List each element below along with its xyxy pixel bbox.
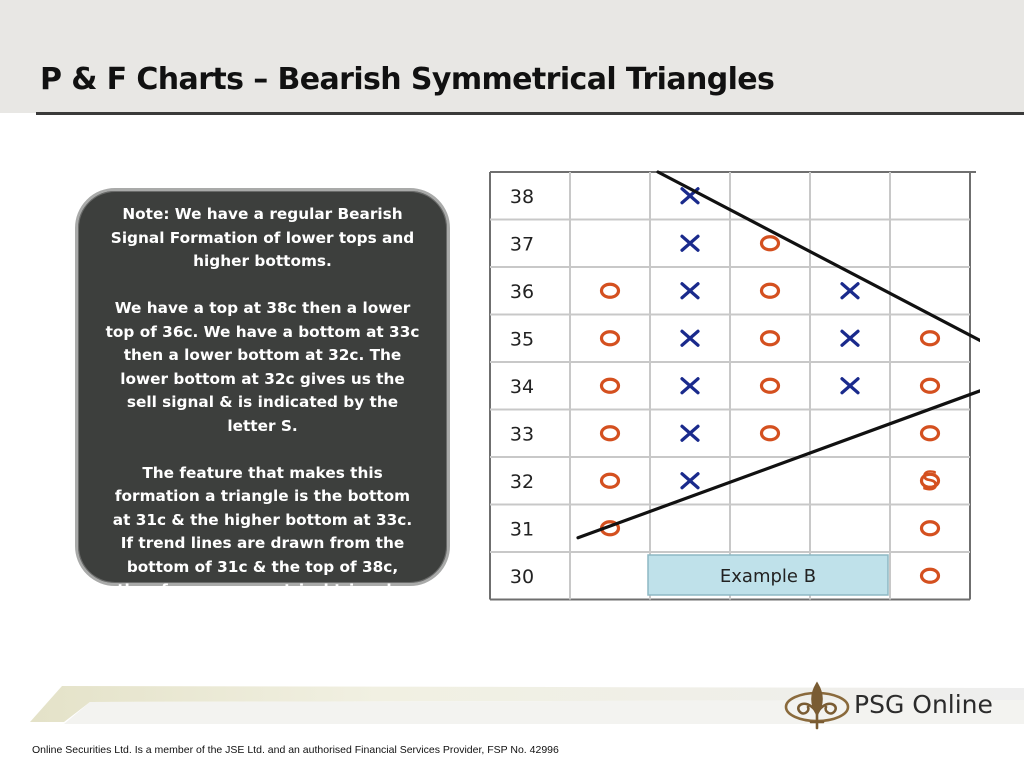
- note-paragraph-1: Note: We have a regular Bearish Signal Formation of lower tops and higher bottoms.: [110, 205, 415, 270]
- price-label: 35: [509, 328, 535, 351]
- sell-signal-mark: S: [921, 465, 939, 497]
- point-and-figure-chart: [486, 166, 980, 612]
- title-divider: [36, 112, 1024, 115]
- price-label: 37: [509, 233, 535, 256]
- footer-disclaimer: Online Securities Ltd. Is a member of the JSE Ltd. and an authorised Financial Services Provider, FSP No. 42996: [32, 744, 559, 756]
- price-label: 38: [509, 185, 535, 208]
- note-paragraph-3: The feature that makes this formation a triangle is the bottom at 31c & the higher bottom at 33c. If trend lines are drawn from the bottom of 31c & the top of 38c, they form a symmetrical triangle.: [112, 463, 413, 599]
- price-label: 32: [509, 470, 535, 493]
- chart-annotation: [648, 555, 888, 595]
- price-label: 31: [509, 518, 535, 541]
- note-box: [75, 188, 450, 599]
- price-label: 34: [509, 375, 535, 398]
- price-label: 30: [509, 565, 535, 588]
- price-labels: [510, 186, 534, 588]
- note-paragraph-2: We have a top at 38c then a lower top of 36c. We have a bottom at 33c then a lower bottom at 32c. The lower bottom at 32c gives us the sell signal & is indicated by the letter S.: [105, 299, 420, 435]
- price-label: 33: [509, 423, 535, 446]
- chart-grid: [490, 172, 976, 600]
- slide-title: P & F Charts – Bearish Symmetrical Triangles: [40, 62, 775, 97]
- example-label: Example B: [719, 566, 817, 587]
- price-label: 36: [509, 280, 535, 303]
- logo-text: PSG Online: [854, 690, 993, 719]
- fleur-de-lis-icon: [786, 684, 848, 728]
